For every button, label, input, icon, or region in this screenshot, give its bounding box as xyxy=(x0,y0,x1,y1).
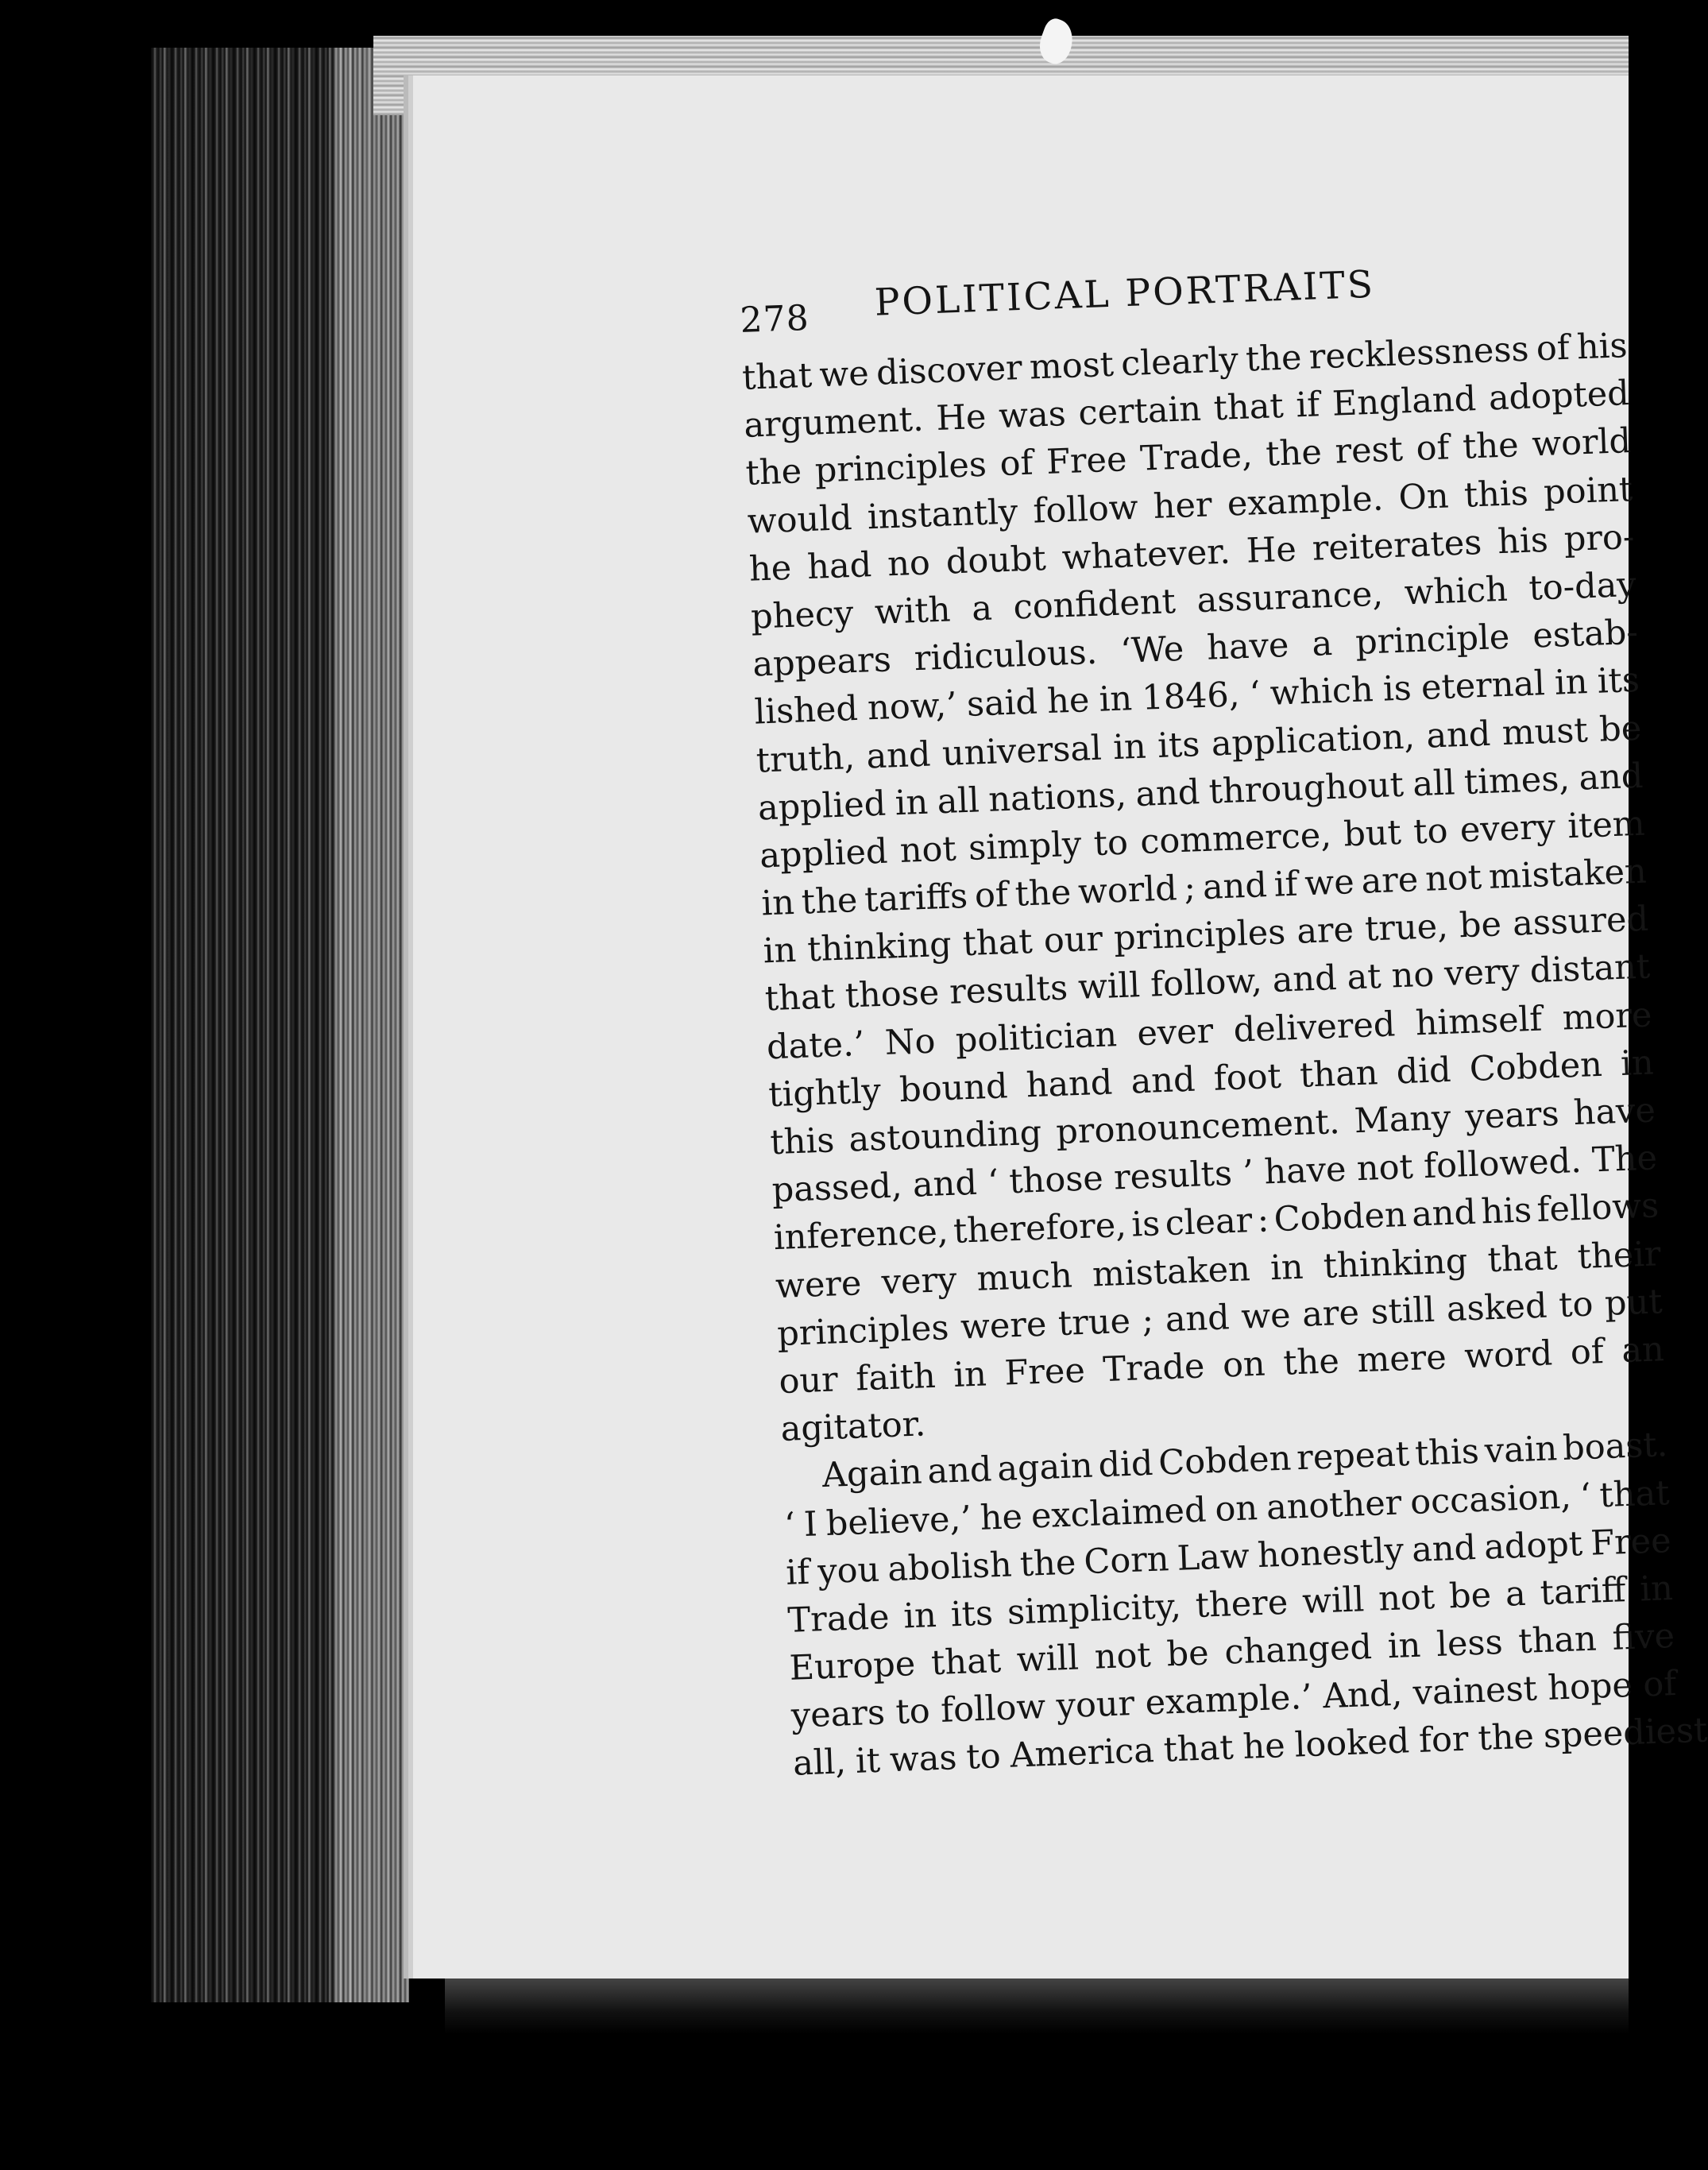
page-bottom-shadow xyxy=(445,1979,1629,2034)
text-line: our faith in Free Trade on the mere word of an xyxy=(778,1329,1665,1402)
text-line: in thinking that our principles are true, be assured xyxy=(762,899,1649,972)
text-line: ‘ I believe,’ he exclaimed on another occasion, ‘ that xyxy=(783,1472,1671,1545)
running-title: POLITICAL PORTRAITS xyxy=(873,262,1376,325)
text-line: phecy with a confident assurance, which to-day xyxy=(750,564,1637,637)
text-line: years to follow your example.’ And, vainest hope of xyxy=(790,1664,1678,1737)
text-line: he had no doubt whatever. He reiterates his pro- xyxy=(748,516,1636,590)
text-line: if you abolish the Corn Law honestly and adopt Free xyxy=(785,1520,1672,1593)
text-line: the principles of Free Trade, the rest of the world xyxy=(744,421,1632,494)
paragraph xyxy=(741,322,1667,1453)
page-number: 278 xyxy=(739,297,810,341)
body-text xyxy=(741,322,1708,1788)
text-line: Trade in its simplicity, there will not be a tariff in xyxy=(786,1568,1674,1641)
paragraph xyxy=(782,1421,1708,1788)
text-line: appears ridiculous. ‘We have a principle estab- xyxy=(752,612,1639,685)
book-page-edges xyxy=(334,48,409,2002)
text-line: Again and again did Cobden repeat this vain boast. xyxy=(821,1425,1669,1496)
text-line: Europe that will not be changed in less than five xyxy=(788,1616,1675,1688)
text-line: that those results will follow, and at no very distant xyxy=(764,946,1651,1019)
text-line: truth, and universal in its application, and must be xyxy=(755,708,1643,781)
text-line: were very much mistaken in thinking that their xyxy=(775,1233,1662,1306)
text-line: all, it was to America that he looked for the speediest xyxy=(792,1710,1708,1785)
page-text-block xyxy=(739,253,1708,1788)
text-line: applied in all nations, and throughout all times, and xyxy=(757,756,1644,829)
text-line: principles were true ; and we are still asked to put xyxy=(776,1282,1664,1354)
text-line: that we discover most clearly the recklessness of his xyxy=(741,326,1629,398)
text-line: passed, and ‘ those results ’ have not followed. The xyxy=(771,1138,1658,1211)
text-line: in the tariffs of the world ; and if we are not mistaken xyxy=(760,851,1648,924)
text-line: lished now,’ said he in 1846, ‘ which is eternal in its xyxy=(753,660,1640,733)
text-line: this astounding pronouncement. Many years have xyxy=(769,1090,1656,1163)
text-line: applied not simply to commerce, but to every item xyxy=(759,803,1646,876)
text-line: argument. He was certain that if England adopted xyxy=(743,373,1630,447)
text-line: date.’ No politician ever delivered himself more xyxy=(766,995,1653,1067)
text-line: tightly bound hand and foot than did Cobden in xyxy=(767,1042,1655,1116)
text-line: agitator. xyxy=(779,1404,927,1450)
text-line: would instantly follow her example. On this point xyxy=(746,469,1634,542)
text-line: inference, therefore, is clear : Cobden and his fellows xyxy=(773,1186,1660,1259)
